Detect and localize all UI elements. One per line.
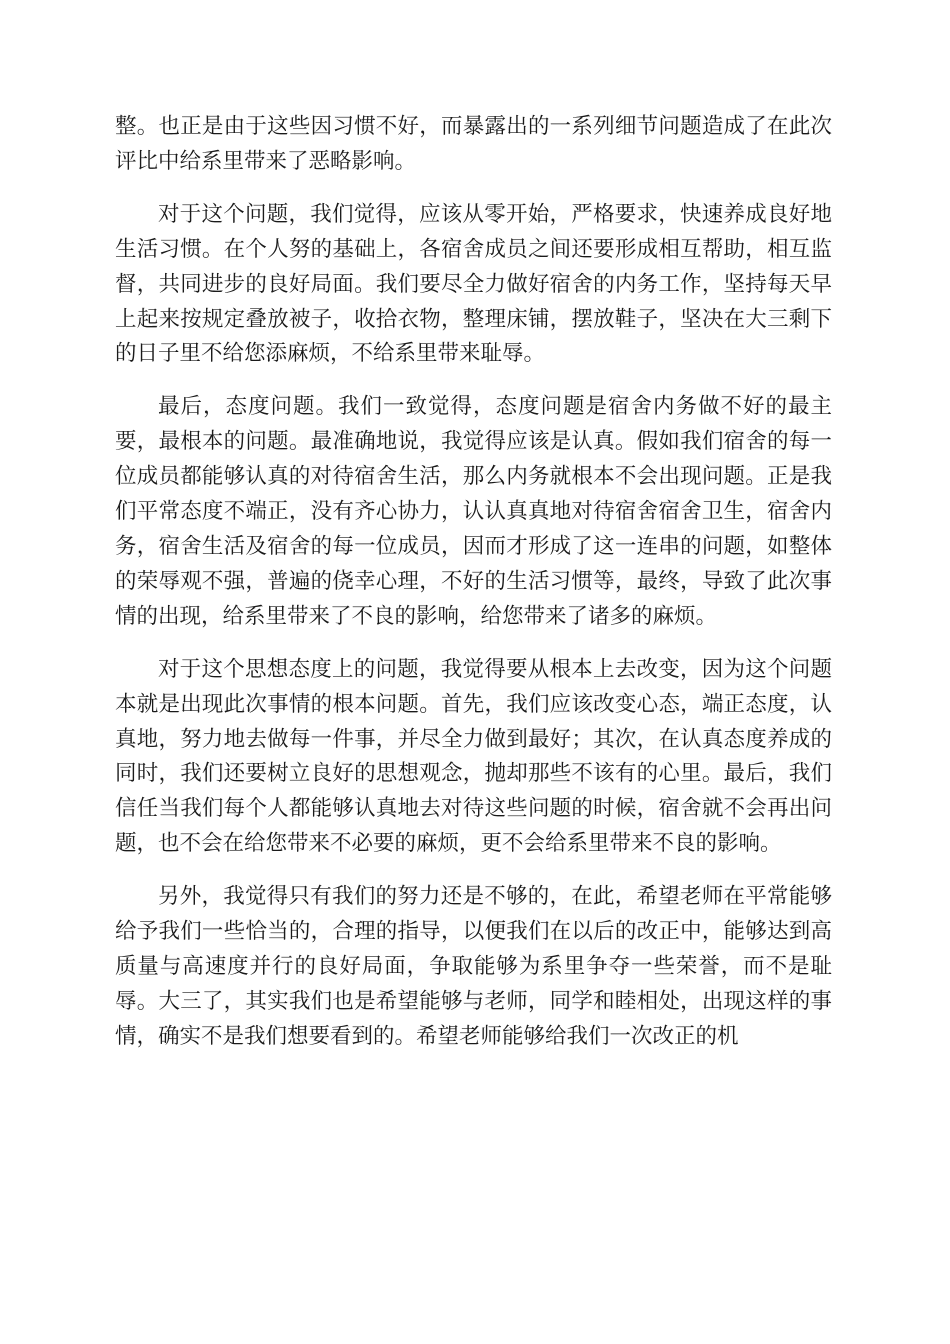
paragraph-guidance: 另外，我觉得只有我们的努力还是不够的，在此，希望老师在平常能够给予我们一些恰当的，合理的指导，以便我们在以后的改正中，能够达到高质量与高速度并行的良好局面，争取能够为系里争夺一些荣誉，而不是耻辱。大三了，其实我们也是希望能够与老师，同学和睦相处，出现这样的事情，确实不是我们想要看到的。希望老师能够给我们一次改正的机 [115, 884, 832, 1049]
paragraph-habits: 对于这个问题，我们觉得，应该从零开始，严格要求，快速养成良好地生活习惯。在个人努的基础上，各宿舍成员之间还要形成相互帮助，相互监督，共同进步的良好局面。我们要尽全力做好宿舍的内务工作，坚持每天早上起来按规定叠放被子，收拾衣物，整理床铺，摆放鞋子，坚决在大三剩下的日子里不给您添麻烦，不给系里带来耻辱。 [115, 201, 832, 367]
document-body [115, 110, 832, 1073]
paragraph-attitude: 最后，态度问题。我们一致觉得，态度问题是宿舍内务做不好的最主要，最根本的问题。最准确地说，我觉得应该是认真。假如我们宿舍的每一位成员都能够认真的对待宿舍生活，那么内务就根本不会出现问题。正是我们平常态度不端正，没有齐心协力，认认真真地对待宿舍宿舍卫生，宿舍内务，宿舍生活及宿舍的每一位成员，因而才形成了这一连串的问题，如整体的荣辱观不强，普遍的侥幸心理，不好的生活习惯等，最终，导致了此次事情的出现，给系里带来了不良的影响，给您带来了诸多的麻烦。 [115, 394, 832, 629]
paragraph-mindset: 对于这个思想态度上的问题，我觉得要从根本上去改变，因为这个问题本就是出现此次事情的根本问题。首先，我们应该改变心态，端正态度，认真地，努力地去做每一件事，并尽全力做到最好；其次，在认真态度养成的同时，我们还要树立良好的思想观念，抛却那些不该有的心里。最后，我们信任当我们每个人都能够认真地去对待这些问题的时候，宿舍就不会再出问题，也不会在给您带来不必要的麻烦，更不会给系里带来不良的影响。 [115, 656, 832, 857]
paragraph-continued: 整。也正是由于这些因习惯不好，而暴露出的一系列细节问题造成了在此次评比中给系里带来了恶略影响。 [115, 114, 832, 174]
